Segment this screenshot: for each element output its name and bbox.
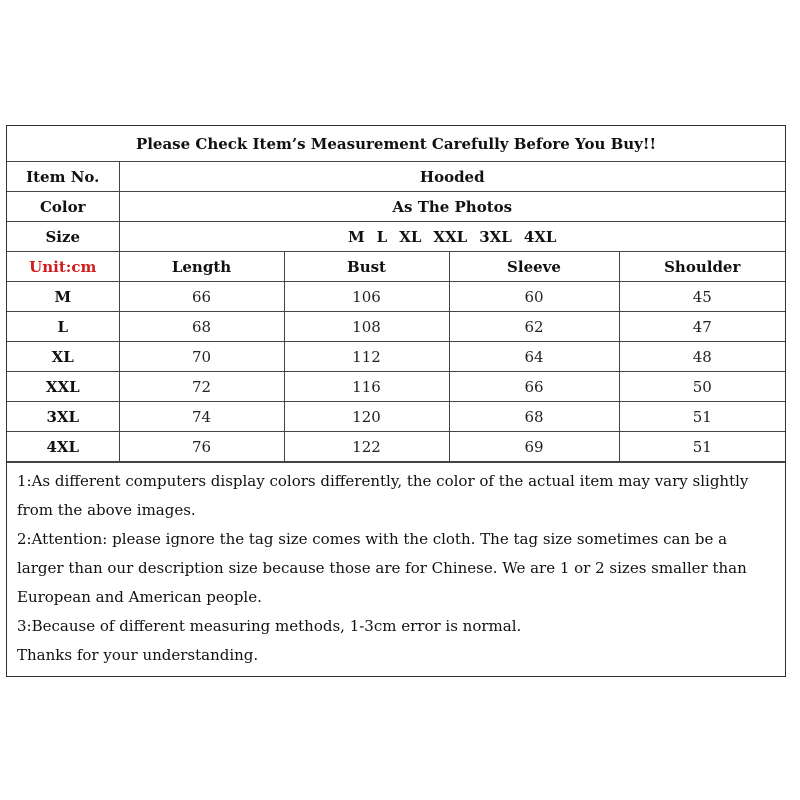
row-size: XXL <box>7 372 119 402</box>
cell-shoulder: 45 <box>619 282 785 312</box>
cell-shoulder: 51 <box>619 402 785 432</box>
cell-bust: 120 <box>284 402 449 432</box>
cell-length: 72 <box>119 372 284 402</box>
item-no-value: Hooded <box>119 162 785 192</box>
note-thanks: Thanks for your understanding. <box>17 646 259 664</box>
item-no-row <box>7 162 785 192</box>
row-size: 4XL <box>7 432 119 462</box>
cell-sleeve: 66 <box>449 372 619 402</box>
cell-length: 76 <box>119 432 284 462</box>
cell-bust: 112 <box>284 342 449 372</box>
cell-shoulder: 50 <box>619 372 785 402</box>
notes-section <box>7 462 785 676</box>
size-list <box>119 222 785 252</box>
cell-sleeve: 64 <box>449 342 619 372</box>
size-option: L <box>376 227 388 246</box>
cell-sleeve: 69 <box>449 432 619 462</box>
note-2: 2:Attention: please ignore the tag size comes with the cloth. The tag size sometimes can be a larger than our description size because those are for Chinese. We are 1 or 2 sizes smaller than European and American people. <box>17 530 747 606</box>
row-size: XL <box>7 342 119 372</box>
table-row <box>7 312 785 342</box>
cell-bust: 106 <box>284 282 449 312</box>
cell-length: 66 <box>119 282 284 312</box>
size-chart <box>6 125 786 677</box>
table-title: Please Check Item’s Measurement Carefully Before You Buy!! <box>7 126 785 162</box>
cell-length: 74 <box>119 402 284 432</box>
cell-length: 68 <box>119 312 284 342</box>
size-option: 4XL <box>523 227 557 246</box>
cell-shoulder: 48 <box>619 342 785 372</box>
row-size: L <box>7 312 119 342</box>
size-option: 3XL <box>479 227 512 246</box>
unit-label: Unit:cm <box>7 252 119 282</box>
cell-shoulder: 51 <box>619 432 785 462</box>
size-option: M <box>348 227 365 246</box>
cell-bust: 122 <box>284 432 449 462</box>
table-row <box>7 342 785 372</box>
size-label: Size <box>7 222 119 252</box>
column-header-bust: Bust <box>284 252 449 282</box>
size-row <box>7 222 785 252</box>
cell-sleeve: 68 <box>449 402 619 432</box>
color-row <box>7 192 785 222</box>
table-row <box>7 372 785 402</box>
title-row <box>7 126 785 162</box>
table-row <box>7 282 785 312</box>
note-1: 1:As different computers display colors differently, the color of the actual item may vary slightly from the above images. <box>17 472 749 519</box>
cell-length: 70 <box>119 342 284 372</box>
color-value: As The Photos <box>119 192 785 222</box>
cell-sleeve: 60 <box>449 282 619 312</box>
item-no-label: Item No. <box>7 162 119 192</box>
color-label: Color <box>7 192 119 222</box>
cell-bust: 108 <box>284 312 449 342</box>
cell-bust: 116 <box>284 372 449 402</box>
cell-sleeve: 62 <box>449 312 619 342</box>
column-header-length: Length <box>119 252 284 282</box>
cell-shoulder: 47 <box>619 312 785 342</box>
column-header-shoulder: Shoulder <box>619 252 785 282</box>
size-option: XL <box>399 227 422 246</box>
measurement-table <box>7 126 785 462</box>
column-header-sleeve: Sleeve <box>449 252 619 282</box>
table-row <box>7 432 785 462</box>
table-row <box>7 402 785 432</box>
row-size: 3XL <box>7 402 119 432</box>
column-header-row <box>7 252 785 282</box>
row-size: M <box>7 282 119 312</box>
note-3: 3:Because of different measuring methods, 1-3cm error is normal. <box>17 617 522 635</box>
size-option: XXL <box>433 227 468 246</box>
